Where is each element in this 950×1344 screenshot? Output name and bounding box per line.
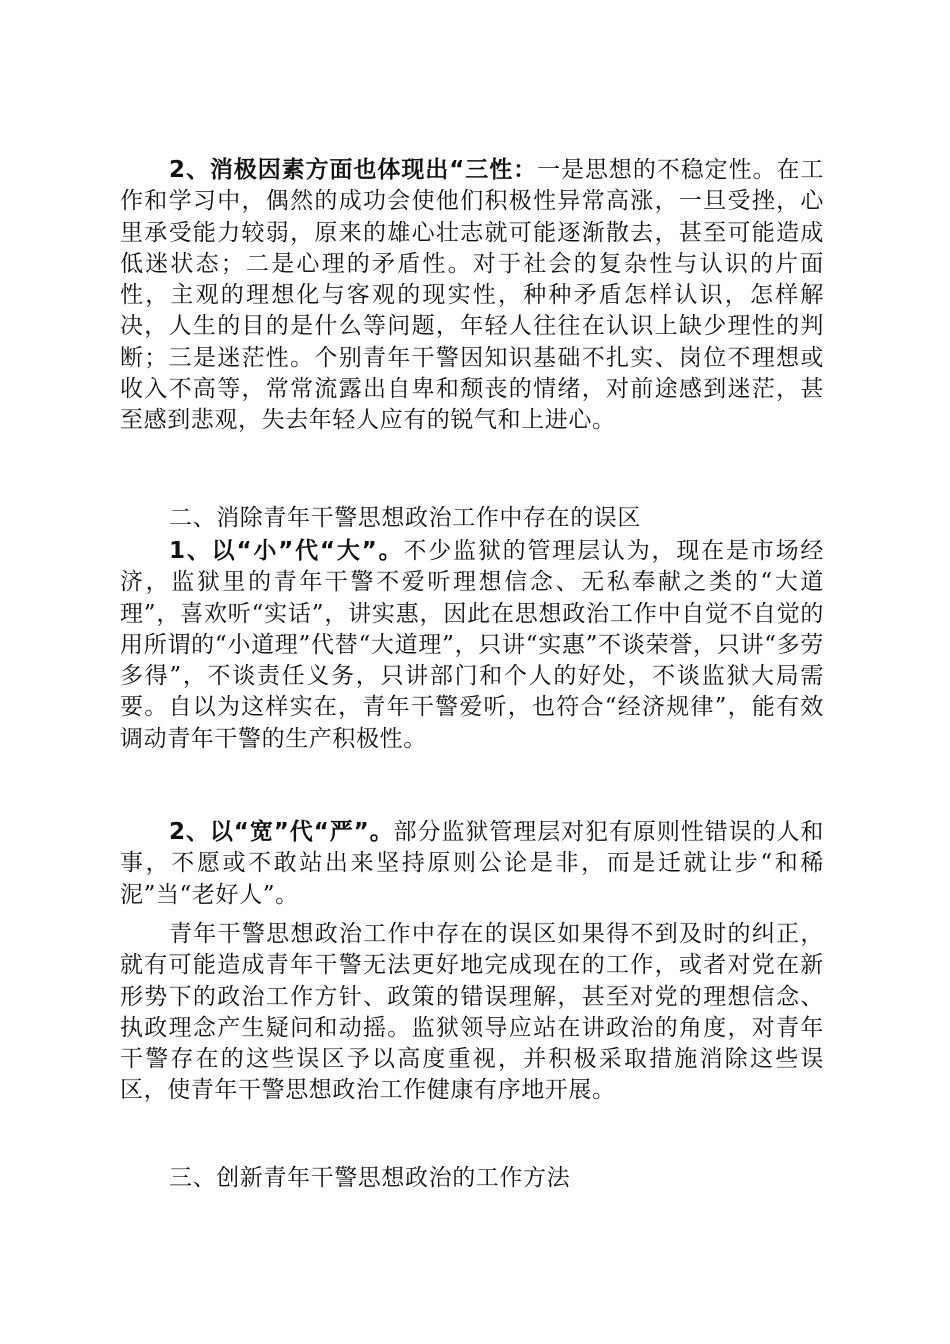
paragraph-small-for-big <box>120 536 824 755</box>
paragraph-lead: 2、以“宽”代“严”。 <box>169 819 394 845</box>
paragraph-body: 一是思想的不稳定性。在工作和学习中，偶然的成功会使他们积极性异常高涨，一旦受挫，心里承受能力较弱，原来的雄心壮志就可能逐渐散去，甚至可能造成低迷状态；二是心理的矛盾性。对于社会的复杂性与认识的片面性，主观的理想化与客观的现实性，种种矛盾怎样认识，怎样解决，人生的目的是什么等问题，年轻人往往在认识上缺少理性的判断；三是迷茫性。个别青年干警因知识基础不扎实、岗位不理想或收入不高等，常常流露出自卑和颓丧的情绪，对前途感到迷茫，甚至感到悲观，失去年轻人应有的锐气和上进心。 <box>120 157 824 434</box>
section-heading-3: 三、创新青年干警思想政治的工作方法 <box>169 1165 571 1191</box>
paragraph-consequences: 青年干警思想政治工作中存在的误区如果得不到及时的纠正，就有可能造成青年干警无法更好地完成现在的工作，或者对党在新形势下的政治工作方针、政策的错误理解，甚至对党的理想信念、执政理念产生疑问和动摇。监狱领导应站在讲政治的角度，对青年干警存在的这些误区予以高度重视，并积极采取措施消除这些误区，使青年干警思想政治工作健康有序地开展。 <box>120 921 824 1104</box>
paragraph-body: 不少监狱的管理层认为，现在是市场经济，监狱里的青年干警不爱听理想信念、无私奉献之类的“大道理”，喜欢听“实话”，讲实惠，因此在思想政治工作中自觉不自觉的用所谓的“小道理”代替“大道理”，只讲“实惠”不谈荣誉，只讲“多劳多得”，不谈责任义务，只讲部门和个人的好处，不谈监狱大局需要。自以为这样实在，青年干警爱听，也符合“经济规律”，能有效调动青年干警的生产积极性。 <box>120 538 824 752</box>
paragraph-lenient-for-strict <box>120 817 824 911</box>
section-heading-2: 二、消除青年干警思想政治工作中存在的误区 <box>169 505 641 531</box>
paragraph-negative-factors <box>120 155 824 437</box>
paragraph-lead: 2、消极因素方面也体现出“三性： <box>169 157 538 183</box>
paragraph-lead: 1、以“小”代“大”。 <box>169 538 404 564</box>
paragraph-body: 部分监狱管理层对犯有原则性错误的人和事，不愿或不敢站出来坚持原则公论是非，而是迁就让步“和稀泥”当“老好人”。 <box>120 819 824 908</box>
